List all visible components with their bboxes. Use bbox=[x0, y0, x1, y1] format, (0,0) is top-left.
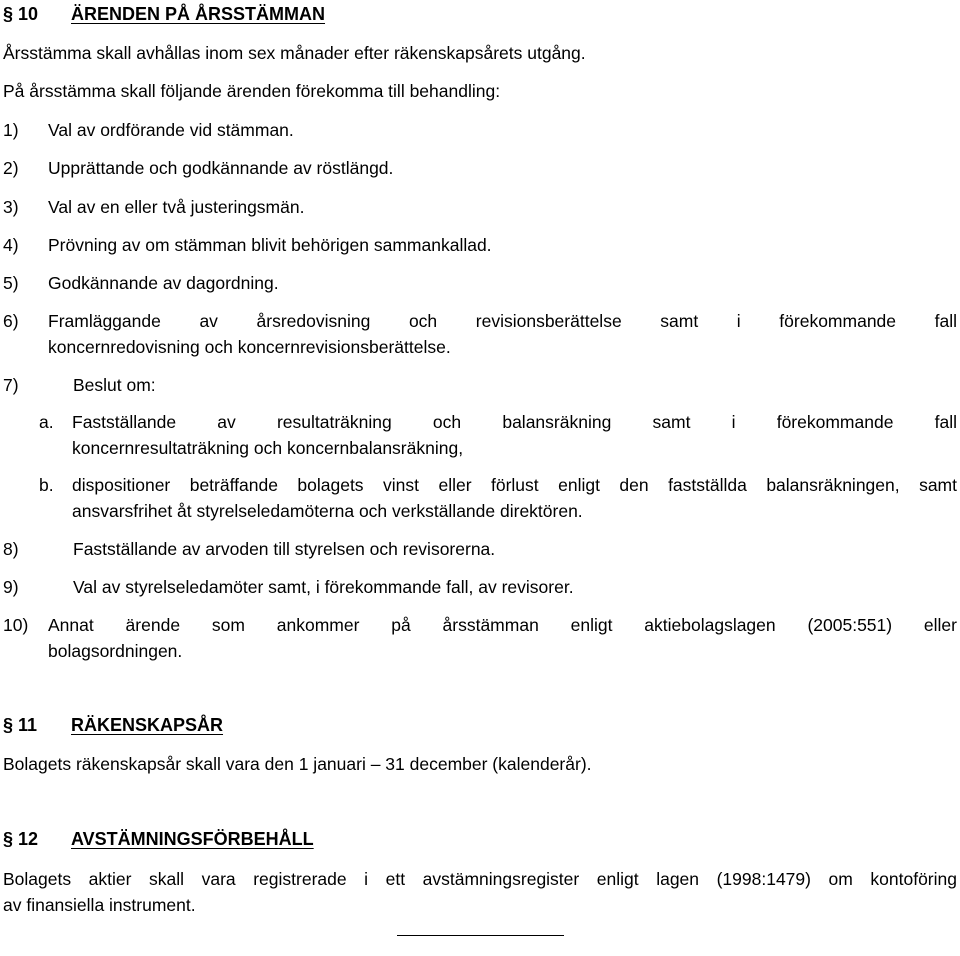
item-number: 5) bbox=[3, 273, 19, 293]
item-number: 9) bbox=[3, 577, 19, 597]
section-title: ÄRENDEN PÅ ÅRSSTÄMMAN bbox=[71, 4, 326, 24]
item-number: 6) bbox=[3, 311, 19, 331]
section-11-heading bbox=[3, 712, 223, 738]
subitem-text-continuation: koncernresultaträkning och koncernbalansräkning, bbox=[72, 438, 464, 458]
subitem-letter: b. bbox=[39, 475, 54, 495]
subitem-text: Fastställande av resultaträkning och balansräkning samt i förekommande fall bbox=[72, 412, 957, 432]
item-text: Framläggande av årsredovisning och revisionsberättelse samt i förekommande fall bbox=[48, 311, 957, 331]
item-number: 1) bbox=[3, 120, 19, 140]
subitem-text: dispositioner beträffande bolagets vinst eller förlust enligt den fastställda balansräkningen, samt bbox=[72, 475, 957, 495]
section-title: AVSTÄMNINGSFÖRBEHÅLL bbox=[71, 829, 314, 849]
section-number: § 11 bbox=[3, 715, 38, 735]
item-number: 8) bbox=[3, 539, 19, 559]
item-text: Prövning av om stämman blivit behörigen sammankallad. bbox=[48, 235, 492, 255]
paragraph: Årsstämma skall avhållas inom sex månader efter räkenskapsårets utgång. bbox=[3, 43, 586, 63]
section-number: § 12 bbox=[3, 829, 39, 849]
item-number: 4) bbox=[3, 235, 19, 255]
subitem-text-continuation: ansvarsfrihet åt styrelseledamöterna och verkställande direktören. bbox=[72, 501, 583, 521]
item-text: Upprättande och godkännande av röstlängd. bbox=[48, 158, 394, 178]
item-text: Godkännande av dagordning. bbox=[48, 273, 279, 293]
section-12-heading bbox=[3, 826, 314, 852]
section-title: RÄKENSKAPSÅR bbox=[71, 715, 224, 735]
item-text-continuation: bolagsordningen. bbox=[48, 641, 183, 661]
item-number: 7) bbox=[3, 375, 19, 395]
paragraph-continuation: av finansiella instrument. bbox=[3, 895, 196, 915]
closing-rule bbox=[397, 935, 564, 936]
item-number: 10) bbox=[3, 615, 29, 635]
item-number: 3) bbox=[3, 197, 19, 217]
item-text: Val av styrelseledamöter samt, i förekommande fall, av revisorer. bbox=[73, 577, 574, 597]
item-text: Val av ordförande vid stämman. bbox=[48, 120, 294, 140]
item-text: Val av en eller två justeringsmän. bbox=[48, 197, 305, 217]
paragraph: Bolagets räkenskapsår skall vara den 1 januari – 31 december (kalenderår). bbox=[3, 754, 592, 774]
paragraph: På årsstämma skall följande ärenden förekomma till behandling: bbox=[3, 81, 501, 101]
item-number: 2) bbox=[3, 158, 19, 178]
section-10-heading bbox=[3, 1, 325, 27]
item-text: Fastställande av arvoden till styrelsen och revisorerna. bbox=[73, 539, 496, 559]
item-text: Annat ärende som ankommer på årsstämman enligt aktiebolagslagen (2005:551) eller bbox=[48, 615, 957, 635]
item-text: Beslut om: bbox=[73, 375, 156, 395]
section-number: § 10 bbox=[3, 4, 39, 24]
item-text-continuation: koncernredovisning och koncernrevisionsberättelse. bbox=[48, 337, 451, 357]
paragraph: Bolagets aktier skall vara registrerade i ett avstämningsregister enligt lagen (1998:1479) om kontoföring bbox=[3, 869, 957, 889]
subitem-letter: a. bbox=[39, 412, 54, 432]
